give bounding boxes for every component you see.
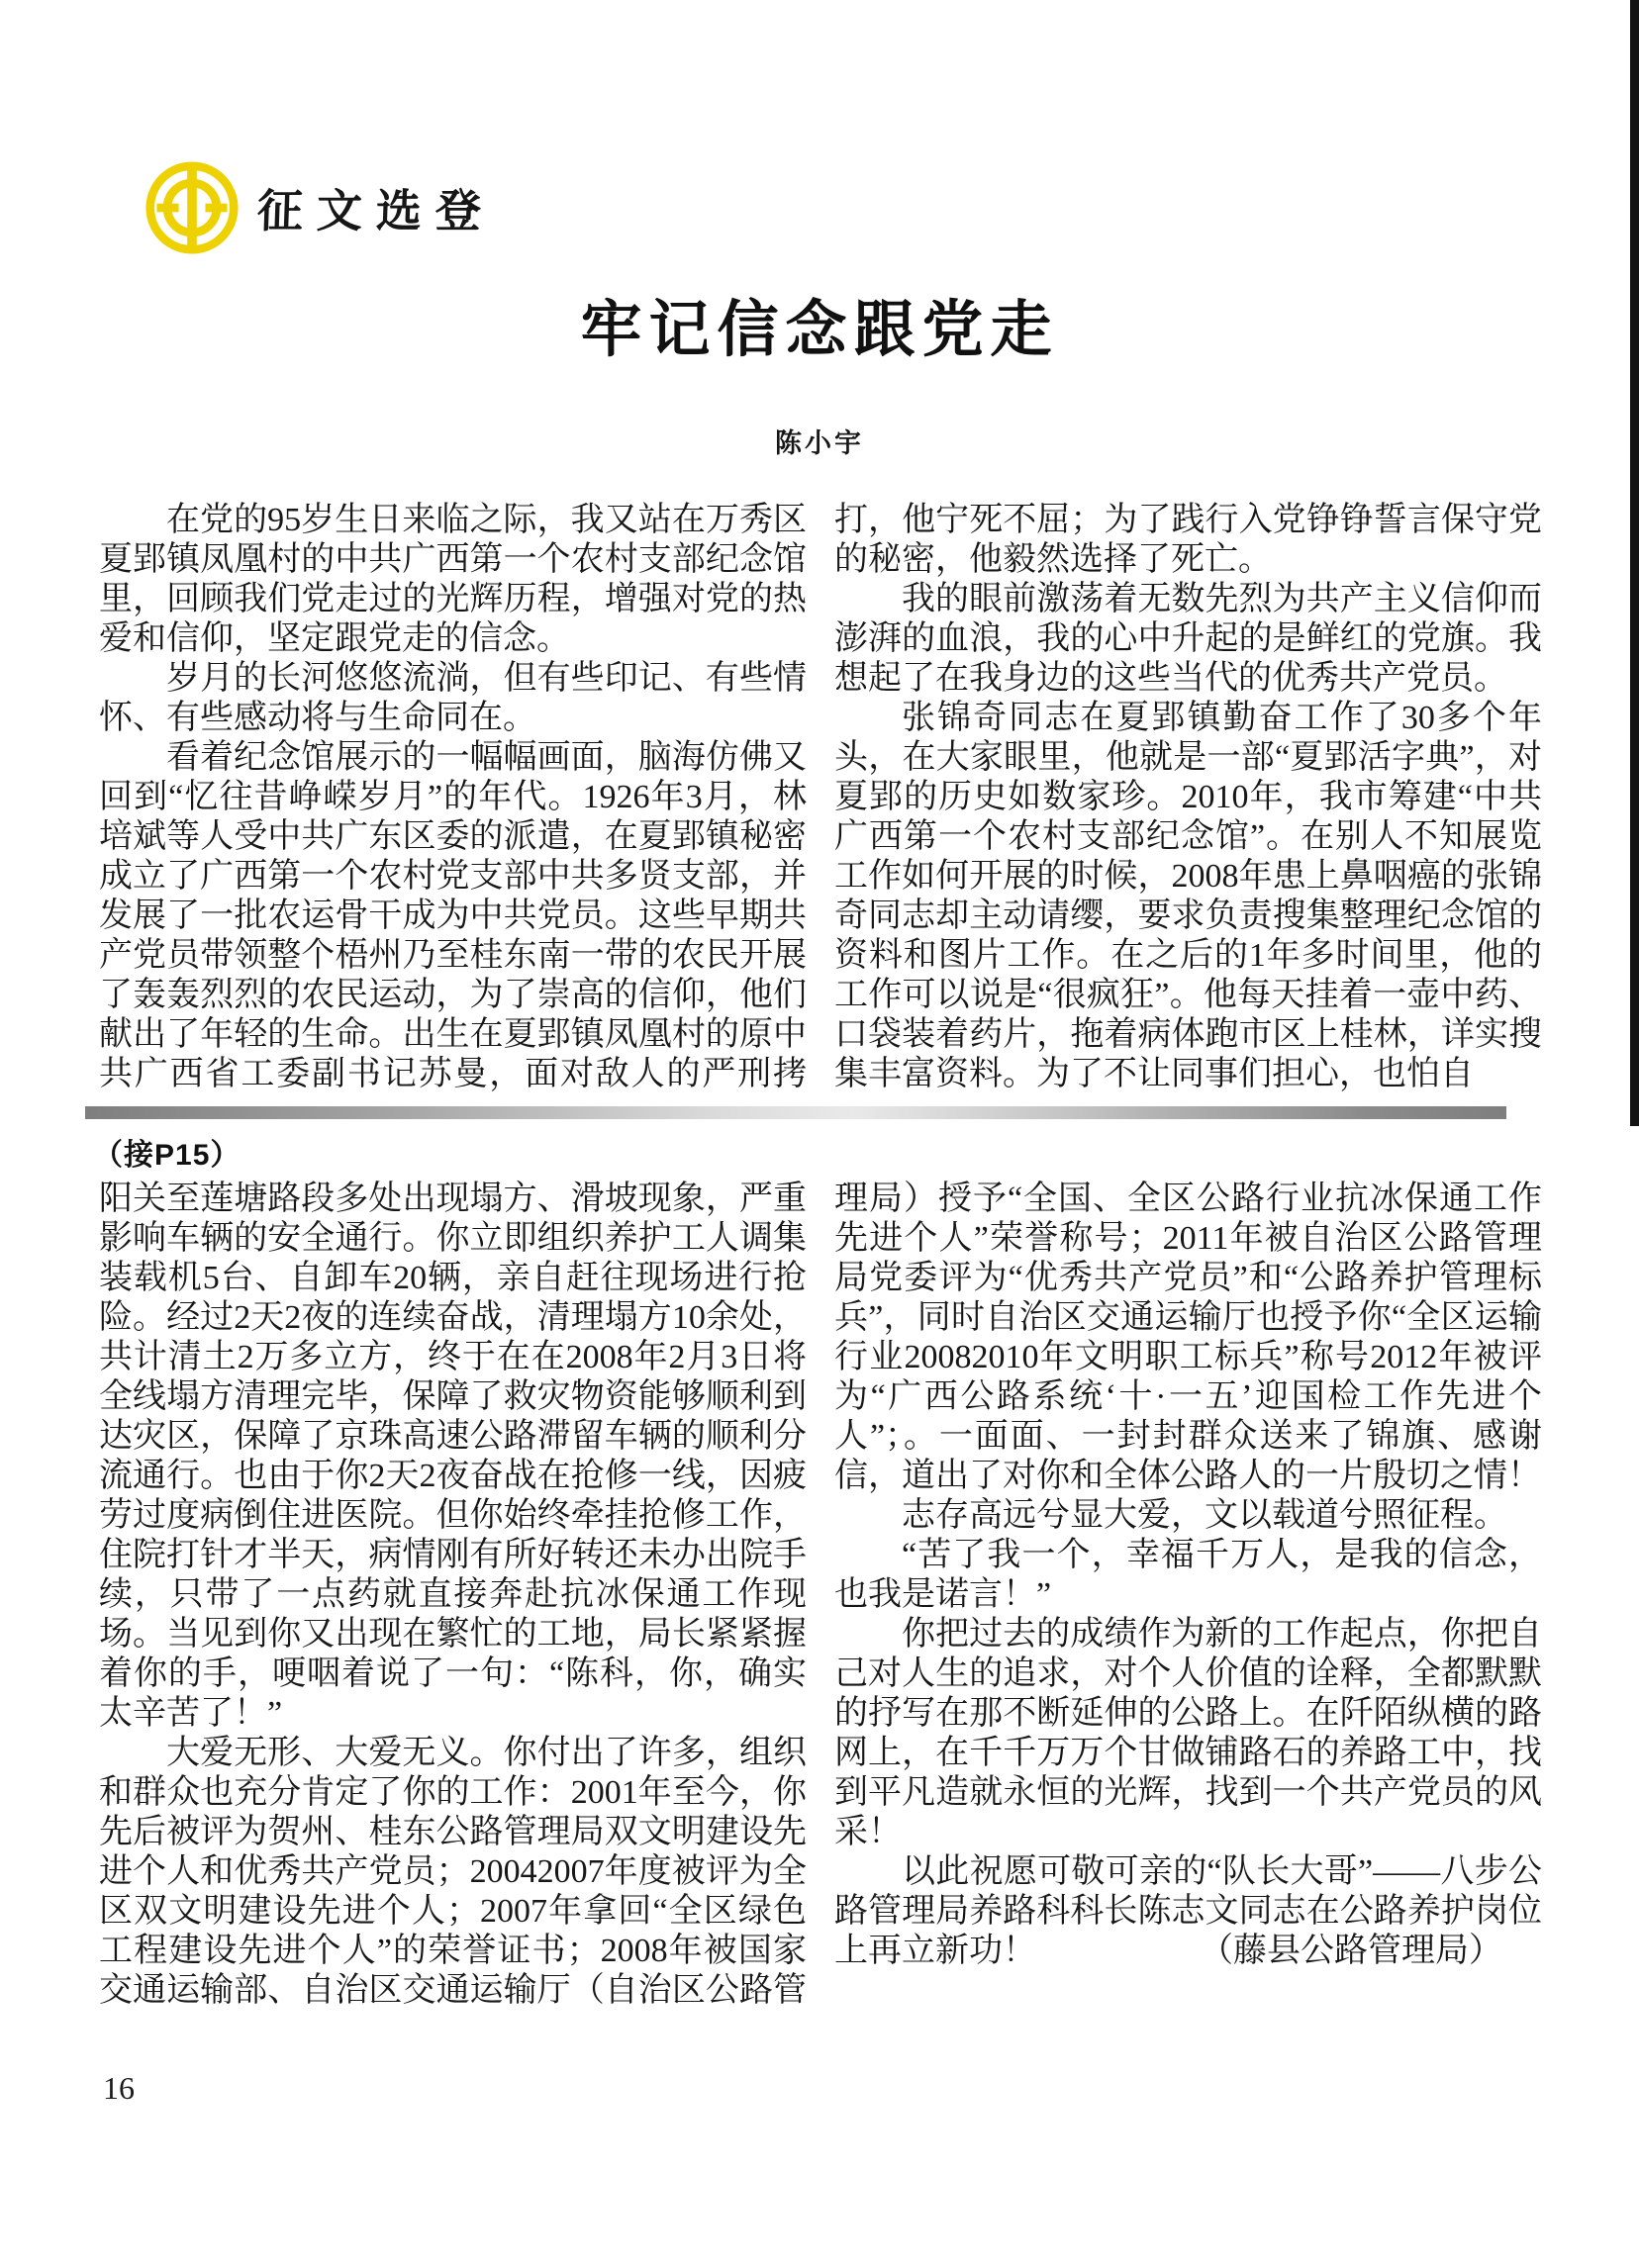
article-body-columns [99, 501, 1542, 1098]
trade-union-emblem-icon [145, 160, 240, 255]
paragraph: 大爱无形、大爱无义。你付出了许多，组织和群众也充分肯定了你的工作：2001年至今，你先后被评为贺州、桂东公路管理局双文明建设先进个人和优秀共产党员；20042007年度被评为全区双文明建设先进个人；2007年拿回“全区绿色工程建设先进个人”的荣誉证书；2008年被国家交通运输部、自治区交通运输厅（自治区公路管理局）授予“全国、全区公路行业抗冰保通工作先进个人”荣誉称号；2011年被自治区公路管理局党委评为“优秀共产党员”和“公路养护管理标兵”，同时自治区交通运输厅也授予你“全区运输行业20082010年文明职工标兵”称号2012年被评为“广西公路系统‘十·一五’迎国检工作先进个人”；。一面面、一封封群众送来了锦旗、感谢信，道出了对你和全体公路人的一片殷切之情！ [99, 1181, 1542, 2009]
article-title: 牢记信念跟党走 [580, 297, 1059, 364]
column-section-label: 征文选登 [255, 186, 496, 236]
article-author: 陈小宇 [775, 428, 864, 458]
paragraph: 阳关至莲塘路段多处出现塌方、滑坡现象，严重影响车辆的安全通行。你立即组织养护工人调集装载机5台、自卸车20辆，亲自赶往现场进行抢险。经过2天2夜的连续奋战，清理塌方10余处，共计清土2万多立方，终于在在2008年2月3日将全线塌方清理完毕，保障了救灾物资能够顺利到达灾区，保障了京珠高速公路滞留车辆的顺利分流通行。也由于你2天2夜奋战在抢修一线，因疲劳过度病倒住进医院。但你始终牵挂抢修工作，住院打针才半天，病情刚有所好转还未办出院手续，只带了一点药就直接奔赴抗冰保通工作现场。当见到你又出现在繁忙的工地，局长紧紧握着你的手，哽咽着说了一句：“陈科，你，确实太辛苦了！” [99, 1181, 807, 1732]
continued-article-columns [99, 1180, 1542, 2015]
section-divider [85, 1106, 1506, 1119]
page-edge-rule [1630, 0, 1639, 1126]
paragraph: 岁月的长河悠悠流淌，但有些印记、有些情怀、有些感动将与生命同在。 [99, 660, 807, 736]
continued-from-marker: （接P15） [93, 1139, 241, 1172]
paragraph: 志存高远兮显大爱，文以载道兮照征程。 [902, 1497, 1507, 1534]
attribution: （藤县公路管理局） [1200, 1933, 1502, 1969]
paragraph: 以此祝愿可敬可亲的“队长大哥”——八步公路管理局养路科科长陈志文同志在公路养护岗位上再立新功！ （藤县公路管理局） [834, 1853, 1542, 1969]
paragraph: “苦了我一个，幸福千万人，是我的信念，也我是诺言！” [834, 1537, 1542, 1613]
page-header [145, 160, 495, 255]
paragraph: 张锦奇同志在夏郢镇勤奋工作了30多个年头，在大家眼里，他就是一部“夏郢活字典”，对夏郢的历史如数家珍。2010年，我市筹建“中共广西第一个农村支部纪念馆”。在别人不知展览工作如何开展的时候，2008年患上鼻咽癌的张锦奇同志却主动请缨，要求负责搜集整理纪念馆的资料和图片工作。在之后的1年多时间里，他的工作可以说是“很疯狂”。他每天挂着一壶中药、口袋装着药片，拖着病体跑市区上桂林，详实搜集丰富资料。为了不让同事们担心，也怕自 [834, 700, 1542, 1092]
paragraph: 你把过去的成绩作为新的工作起点，你把自己对人生的追求，对个人价值的诠释，全都默默的抒写在那不断延伸的公路上。在阡陌纵横的路网上，在千千万万个甘做铺路石的养路工中，找到平凡造就永恒的光辉，找到一个共产党员的风采！ [834, 1616, 1542, 1850]
page-number: 16 [103, 2070, 135, 2106]
paragraph: 在党的95岁生日来临之际，我又站在万秀区夏郢镇凤凰村的中共广西第一个农村支部纪念馆里，回顾我们党走过的光辉历程，增强对党的热爱和信仰，坚定跟党走的信念。 [99, 502, 807, 657]
paragraph: 看着纪念馆展示的一幅幅画面，脑海仿佛又回到“忆往昔峥嵘岁月”的年代。1926年3月，林培斌等人受中共广东区委的派遣，在夏郢镇秘密成立了广西第一个农村党支部中共多贤支部，并发展了一批农运骨干成为中共党员。这些早期共产党员带领整个梧州乃至桂东南一带的农民开展了轰轰烈烈的农民运动，为了崇高的信仰，他们献出了年轻的生命。出生在夏郢镇凤凰村的原中共广西省工委副书记苏曼，面对敌人的严刑拷打，他宁死不屈；为了践行入党铮铮誓言保守党的秘密，他毅然选择了死亡。 [99, 502, 1542, 1092]
paragraph: 我的眼前激荡着无数先烈为共产主义信仰而澎湃的血浪，我的心中升起的是鲜红的党旗。我想起了在我身边的这些当代的优秀共产党员。 [834, 581, 1542, 697]
